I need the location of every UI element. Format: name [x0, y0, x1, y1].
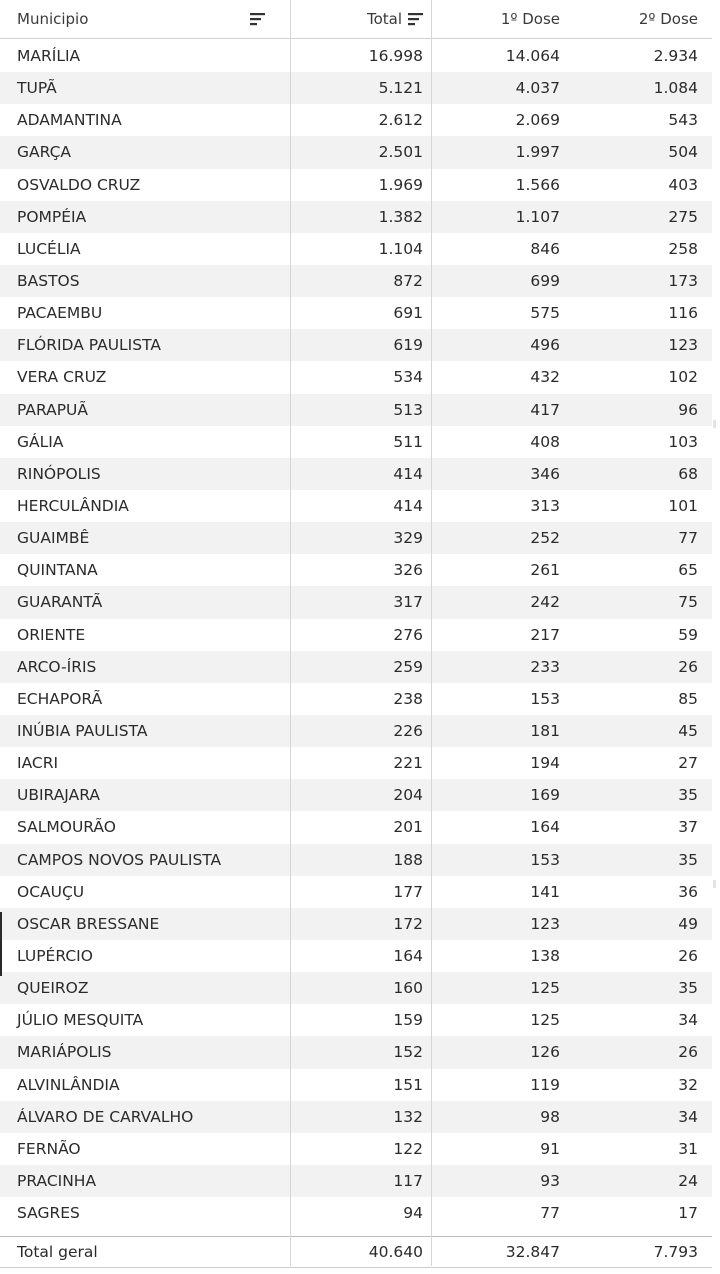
table-row — [0, 1101, 712, 1133]
cell-dose2: 37 — [678, 818, 698, 837]
cell-dose2: 35 — [678, 850, 698, 869]
cell-dose2: 27 — [678, 754, 698, 773]
header-dose2[interactable] — [568, 0, 712, 38]
cell-dose1: 153 — [530, 850, 560, 869]
cell-dose1: 14.064 — [505, 47, 560, 66]
table-row — [0, 1036, 712, 1068]
cell-total: 16.998 — [368, 47, 423, 66]
cell-dose2: 49 — [678, 914, 698, 933]
header-municipio[interactable] — [0, 0, 290, 38]
cell-municipio: QUEIROZ — [17, 979, 89, 998]
table-row — [0, 586, 712, 618]
table-row — [0, 554, 712, 586]
cell-total: 151 — [393, 1075, 423, 1094]
cell-municipio: MARÍLIA — [17, 47, 81, 66]
cell-dose1: 313 — [530, 497, 560, 516]
cell-dose2: 96 — [678, 400, 698, 419]
cell-dose2: 17 — [678, 1204, 698, 1223]
table-row — [0, 201, 712, 233]
header-municipio-label: Municipio — [17, 10, 89, 28]
cell-municipio: OCAUÇU — [17, 882, 85, 901]
cell-dose1: 4.037 — [515, 79, 560, 98]
cell-dose1: 217 — [530, 625, 560, 644]
table-row — [0, 169, 712, 201]
header-dose1-label: 1º Dose — [500, 10, 560, 28]
column-divider — [290, 0, 291, 1266]
cell-total: 329 — [393, 529, 423, 548]
cell-total: 534 — [393, 368, 423, 387]
cell-dose2: 68 — [678, 464, 698, 483]
cell-total: 117 — [393, 1171, 423, 1190]
cell-dose2: 45 — [678, 722, 698, 741]
cell-dose1: 119 — [530, 1075, 560, 1094]
cell-municipio: IACRI — [17, 754, 59, 773]
cell-total: 317 — [393, 593, 423, 612]
cell-dose1: 98 — [540, 1107, 560, 1126]
table-row — [0, 490, 712, 522]
cell-dose2: 36 — [678, 882, 698, 901]
cell-total: 188 — [393, 850, 423, 869]
cell-municipio: FERNÃO — [17, 1139, 81, 1158]
table-row — [0, 908, 712, 940]
table-row — [0, 844, 712, 876]
cell-municipio: HERCULÂNDIA — [17, 497, 129, 516]
table-row — [0, 136, 712, 168]
table-row — [0, 265, 712, 297]
cell-municipio: GARÇA — [17, 143, 72, 162]
cell-dose1: 194 — [530, 754, 560, 773]
cell-total: 326 — [393, 561, 423, 580]
cell-total: 2.612 — [378, 111, 423, 130]
cell-municipio: ALVINLÂNDIA — [17, 1075, 120, 1094]
cell-dose1: 432 — [530, 368, 560, 387]
cell-dose2: 2.934 — [653, 47, 698, 66]
cell-dose1: 169 — [530, 786, 560, 805]
cell-municipio: BASTOS — [17, 272, 80, 291]
table-row — [0, 40, 712, 72]
column-divider — [431, 0, 432, 1266]
cell-total: 164 — [393, 947, 423, 965]
table-row — [0, 1069, 712, 1101]
cell-total: 619 — [393, 336, 423, 355]
sort-descending-icon[interactable] — [408, 12, 423, 27]
table-row — [0, 329, 712, 361]
cell-dose2: 31 — [678, 1139, 698, 1158]
table-row — [0, 297, 712, 329]
cell-dose2: 403 — [668, 175, 698, 194]
cell-total: 226 — [393, 722, 423, 741]
cell-dose2: 275 — [668, 207, 698, 226]
cell-total: 177 — [393, 882, 423, 901]
cell-dose2: 77 — [678, 529, 698, 548]
cell-total: 276 — [393, 625, 423, 644]
cell-dose1: 126 — [530, 1043, 560, 1062]
cell-municipio: ORIENTE — [17, 625, 86, 644]
cell-municipio: INÚBIA PAULISTA — [17, 722, 148, 741]
cell-dose1: 77 — [540, 1204, 560, 1223]
cell-dose2: 26 — [678, 947, 698, 965]
table-row — [0, 1197, 712, 1229]
cell-municipio: RINÓPOLIS — [17, 464, 101, 483]
header-dose1[interactable] — [431, 0, 568, 38]
table-row — [0, 876, 712, 908]
left-edge-marker — [0, 912, 2, 976]
cell-dose2: 258 — [668, 239, 698, 258]
cell-dose1: 699 — [530, 272, 560, 291]
cell-municipio: UBIRAJARA — [17, 786, 100, 805]
cell-dose1: 346 — [530, 464, 560, 483]
cell-dose1: 242 — [530, 593, 560, 612]
header-dose2-label: 2º Dose — [638, 10, 698, 28]
cell-municipio: POMPÉIA — [17, 207, 87, 226]
cell-municipio: GÁLIA — [17, 432, 64, 451]
cell-total: 259 — [393, 657, 423, 676]
cell-total: 159 — [393, 1011, 423, 1030]
cell-municipio: VERA CRUZ — [17, 368, 107, 387]
cell-municipio: MARIÁPOLIS — [17, 1043, 112, 1062]
cell-dose2: 26 — [678, 1043, 698, 1062]
cell-municipio: OSCAR BRESSANE — [17, 914, 160, 933]
cell-dose1: 93 — [540, 1171, 560, 1190]
cell-dose1: 417 — [530, 400, 560, 419]
cell-total: 160 — [393, 979, 423, 998]
cell-total: 1.969 — [378, 175, 423, 194]
cell-dose1: 408 — [530, 432, 560, 451]
cell-total: 238 — [393, 689, 423, 708]
cell-municipio: GUAIMBÊ — [17, 529, 90, 548]
cell-dose2: 34 — [678, 1011, 698, 1030]
table-row — [0, 104, 712, 136]
table-row — [0, 811, 712, 843]
cell-municipio: ARCO-ÍRIS — [17, 657, 97, 676]
cell-dose2: 1.084 — [653, 79, 698, 98]
table-row — [0, 715, 712, 747]
cell-dose1: 575 — [530, 304, 560, 323]
cell-municipio: PRACINHA — [17, 1171, 97, 1190]
cell-dose2: 59 — [678, 625, 698, 644]
cell-dose1: 496 — [530, 336, 560, 355]
header-total-label: Total — [366, 10, 402, 28]
cell-total: 513 — [393, 400, 423, 419]
table-row — [0, 1004, 712, 1036]
total-municipio: Total geral — [17, 1243, 98, 1261]
header-total[interactable] — [290, 0, 431, 38]
cell-dose1: 91 — [540, 1139, 560, 1158]
scrollbar[interactable] — [712, 0, 720, 1274]
scrollbar-marker — [713, 880, 716, 888]
cell-total: 511 — [393, 432, 423, 451]
cell-municipio: ADAMANTINA — [17, 111, 122, 130]
cell-dose2: 34 — [678, 1107, 698, 1126]
cell-dose1: 252 — [530, 529, 560, 548]
cell-total: 201 — [393, 818, 423, 837]
cell-total: 5.121 — [378, 79, 423, 98]
cell-municipio: FLÓRIDA PAULISTA — [17, 336, 161, 355]
cell-total: 172 — [393, 914, 423, 933]
total-dose1: 32.847 — [505, 1243, 560, 1261]
table-row — [0, 683, 712, 715]
table-row — [0, 972, 712, 1004]
cell-total: 152 — [393, 1043, 423, 1062]
cell-municipio: PARAPUÃ — [17, 400, 88, 419]
table-row — [0, 940, 712, 972]
cell-dose2: 24 — [678, 1171, 698, 1190]
cell-total: 872 — [393, 272, 423, 291]
total-dose2: 7.793 — [653, 1243, 698, 1261]
cell-dose1: 233 — [530, 657, 560, 676]
cell-total: 94 — [403, 1204, 423, 1223]
table-row — [0, 458, 712, 490]
cell-dose2: 543 — [668, 111, 698, 130]
table-header — [0, 0, 712, 39]
cell-municipio: TUPÃ — [17, 79, 57, 98]
total-row — [0, 1236, 712, 1268]
cell-municipio: ÁLVARO DE CARVALHO — [17, 1107, 194, 1126]
cell-dose2: 103 — [668, 432, 698, 451]
cell-dose2: 504 — [668, 143, 698, 162]
cell-municipio: CAMPOS NOVOS PAULISTA — [17, 850, 222, 869]
cell-total: 691 — [393, 304, 423, 323]
cell-dose2: 102 — [668, 368, 698, 387]
cell-dose2: 173 — [668, 272, 698, 291]
table-row — [0, 233, 712, 265]
cell-municipio: GUARANTÃ — [17, 593, 103, 612]
cell-dose1: 125 — [530, 979, 560, 998]
cell-dose1: 846 — [530, 239, 560, 258]
table-row — [0, 747, 712, 779]
cell-dose1: 261 — [530, 561, 560, 580]
cell-total: 204 — [393, 786, 423, 805]
table-row — [0, 651, 712, 683]
cell-total: 132 — [393, 1107, 423, 1126]
cell-dose2: 101 — [668, 497, 698, 516]
cell-dose1: 1.107 — [515, 207, 560, 226]
scrollbar-marker — [713, 420, 716, 428]
cell-dose1: 1.566 — [515, 175, 560, 194]
total-total: 40.640 — [368, 1243, 423, 1261]
cell-municipio: JÚLIO MESQUITA — [17, 1011, 144, 1030]
cell-total: 122 — [393, 1139, 423, 1158]
cell-total: 2.501 — [378, 143, 423, 162]
cell-municipio: PACAEMBU — [17, 304, 103, 323]
cell-total: 414 — [393, 497, 423, 516]
cell-municipio: ECHAPORÃ — [17, 689, 103, 708]
table-row — [0, 522, 712, 554]
cell-dose2: 123 — [668, 336, 698, 355]
cell-dose1: 2.069 — [515, 111, 560, 130]
cell-dose2: 75 — [678, 593, 698, 612]
cell-total: 1.104 — [378, 239, 423, 258]
cell-municipio: SALMOURÃO — [17, 818, 116, 837]
cell-total: 414 — [393, 464, 423, 483]
cell-municipio: LUPÉRCIO — [17, 947, 93, 965]
cell-dose1: 138 — [530, 947, 560, 965]
cell-dose2: 35 — [678, 979, 698, 998]
cell-total: 221 — [393, 754, 423, 773]
table-row — [0, 394, 712, 426]
sort-lines-icon[interactable] — [250, 12, 265, 27]
cell-municipio: QUINTANA — [17, 561, 98, 580]
cell-municipio: SAGRES — [17, 1204, 80, 1223]
cell-dose2: 65 — [678, 561, 698, 580]
cell-dose1: 164 — [530, 818, 560, 837]
cell-dose2: 116 — [668, 304, 698, 323]
cell-dose2: 32 — [678, 1075, 698, 1094]
cell-dose1: 1.997 — [515, 143, 560, 162]
cell-dose1: 141 — [530, 882, 560, 901]
cell-municipio: LUCÉLIA — [17, 239, 81, 258]
cell-dose1: 153 — [530, 689, 560, 708]
cell-dose2: 35 — [678, 786, 698, 805]
cell-dose2: 85 — [678, 689, 698, 708]
cell-total: 1.382 — [378, 207, 423, 226]
table-row — [0, 779, 712, 811]
table-row — [0, 72, 712, 104]
cell-dose1: 123 — [530, 914, 560, 933]
cell-municipio: OSVALDO CRUZ — [17, 175, 141, 194]
table-row — [0, 426, 712, 458]
cell-dose1: 125 — [530, 1011, 560, 1030]
table-row — [0, 619, 712, 651]
table-row — [0, 361, 712, 393]
cell-dose1: 181 — [530, 722, 560, 741]
cell-dose2: 26 — [678, 657, 698, 676]
table-row — [0, 1133, 712, 1165]
table-body — [0, 40, 712, 1229]
table-row — [0, 1165, 712, 1197]
